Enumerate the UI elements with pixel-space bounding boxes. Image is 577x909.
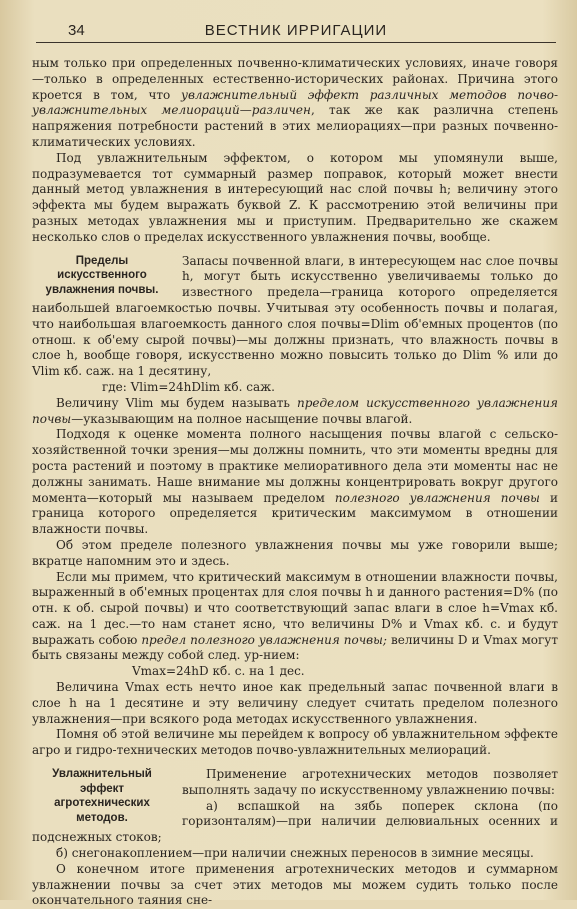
paragraph: Подходя к оценке момента полного насыщения почвы влагой с сельско-хозяйственной точки зрения—мы должны помнить, что эти моменты вредны для роста растений и поэтому в практике мелиоративного дела эти моменты нас не должны занимать. Наше внимание мы должны концентрировать вокруг другого момента—который мы называем пределом полезного увлажнения почвы и граница которого определяется критическим максимумом в отношении влажности почвы. [32,427,559,537]
paragraph: Величина Vmax есть нечто иное как предельный запас почвенной влаги в слое h на 1 десятине и эту величину следует считать пределом полезного увлажнения—при всякого рода методах искусственного увлажнения. [32,680,558,726]
paragraph: О конечном итоге применения агротехнических методов и суммарном увлажнении почвы за счет этих методов мы можем судить только после окончательного таяния сне- [32,861,558,908]
section-title: Пределы искусственного увлажнения почвы. [45,254,159,296]
paragraph: ным только при определенных почвенно-климатических условиях, иначе говоря—только в определенных естественно-исторических районах. Причина этого кроется в том, что увлажнительный эффект различных методов почво-увлажнительных мелиораций—различен, так же как различна степень напряжения потребности растений в этих мелиорациях—при разных почвенно-климатических условиях. [32,56,559,149]
formula: где: Vlim=24hDlim кб. саж. [102,379,275,394]
paragraph: Об этом пределе полезного увлажнения почвы мы уже говорили выше; вкратце напомним это и здесь. [32,537,558,568]
paragraph: Запасы почвенной влаги, в интересующем нас слое почвы h, могут быть искусственно увеличиваемы только до известного предела—граница которого определяется наибольшей влагоемкостью почвы. Учитывая эту особенность почвы и полагая, что наибольшая влагоемкость данного слоя почвы=Dlim об'емных процентов (по отнош. к об'ему сырой почвы)—мы должны признать, что влажность почвы в слое h, вообще говоря, искусственно можно повысить только до Dlim % или до Vlim кб. саж. на 1 десятину, [32,253,558,379]
journal-title: ВЕСТНИК ИРРИГАЦИИ [204,22,388,39]
paragraph: Помня об этой величине мы перейдем к вопросу об увлажнительном эффекте агро и гидро-технических методов почво-увлажнительных мелиораций. [32,727,558,758]
paragraph: Если мы примем, что критический максимум в отношении влажности почвы, выраженный в об'емных процентах для слоя почвы h и данного растения=D% (по отн. к об. сырой почвы) и что соответствующий запас влаги в слое h=Vmax кб. саж. на 1 дес.—то нам станет ясно, что величины D% и Vmax кб. с. и будут выражать собою предел полезного увлажнения почвы; величины D и Vmax могут быть связаны между собой след. ур-нием: [32,569,558,663]
article-body [32,56,558,909]
paragraph: Под увлажнительным эффектом, о котором мы упомянули выше, подразумевается тот суммарный размер поправок, который может внести данный метод увлажнения в интересующий нас слой почвы h; величину этого эффекта мы будем выражать буквой Z. К рассмотрению этой величины при разных методах увлажнения мы и приступим. Предварительно же скажем несколько слов о пределах искусственного увлажнения почвы, вообще. [32,150,558,244]
section-agrotech [32,767,558,909]
list-item: а) вспашкой на зябь поперек склона (по горизонталям)—при наличии делювиальных осенних и подснежных стоков; [32,798,558,845]
section-limits [32,254,558,760]
paragraph: Величину Vlim мы будем называть пределом искусственного увлажнения почвы—указывающим на полное насыщение почвы влагой. [32,395,558,426]
page-header [36,22,556,43]
section-title: Увлажнительный эффект агротехнических методов. [52,768,152,824]
paragraph: Применение агротехнических методов позволяет выполнять задачу по искусственному увлажнению почвы: [182,767,558,797]
page-number: 34 [68,22,85,39]
list-item: б) снегонакоплением—при наличии снежных переносов в зимние месяцы. [56,846,534,861]
formula: Vmax=24hD кб. с. на 1 дес. [132,664,305,679]
